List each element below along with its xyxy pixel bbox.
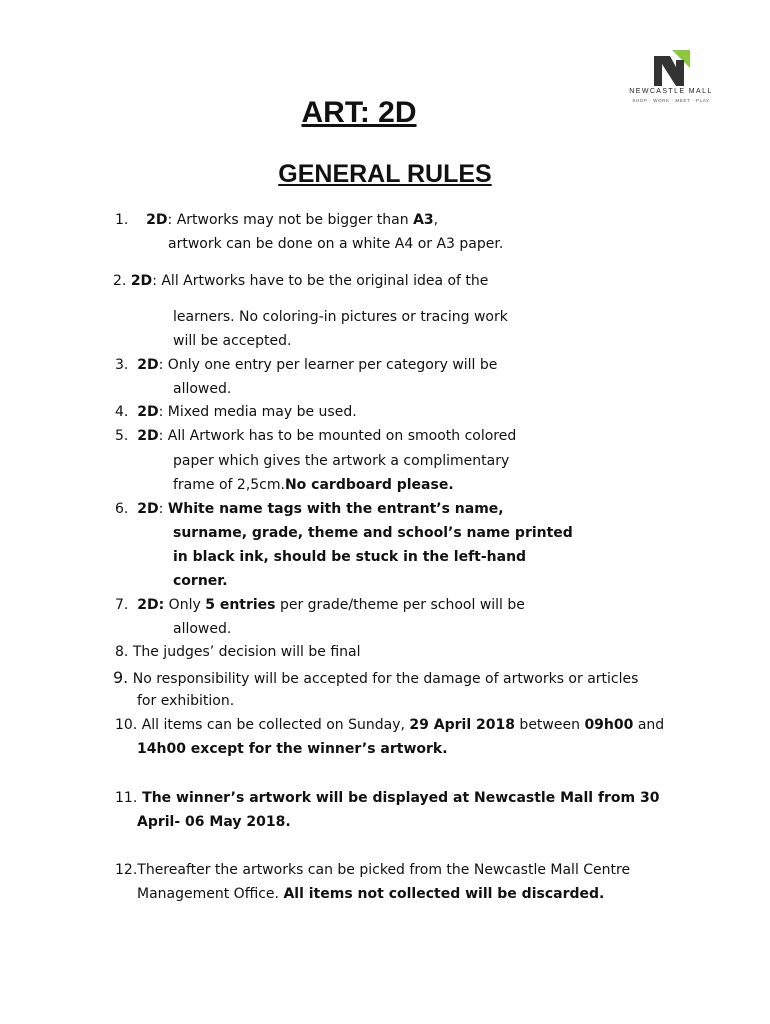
rule-7: [115, 596, 525, 614]
rule-number: 1.: [115, 212, 129, 228]
logo-mark-icon: [652, 50, 690, 88]
rule-4: [115, 403, 357, 421]
rule-text: :: [158, 501, 168, 517]
rule-emphasis: 29 April 2018: [409, 717, 515, 733]
rule-emphasis: White name tags with the entrant’s name,: [167, 501, 504, 517]
rule-number: 6.: [115, 501, 129, 517]
rule-8: [115, 643, 360, 661]
rule-number: 2.: [113, 273, 127, 289]
rule-tag: 2D: [137, 404, 159, 420]
rule-text: The judges’ decision will be final: [132, 644, 361, 660]
rule-text: Only: [164, 597, 206, 613]
rule-text: : Artworks may not be bigger than: [167, 212, 414, 228]
rule-12-continuation: [137, 885, 604, 903]
rule-9: [113, 669, 638, 688]
rule-tag: 2D:: [137, 597, 165, 613]
rule-text: : All Artworks have to be the original idea of the: [152, 273, 489, 289]
rule-text: : Only one entry per learner per category will be: [158, 357, 498, 373]
rule-6-continuation: in black ink, should be stuck in the left-hand: [173, 549, 527, 565]
rule-tag: 2D: [137, 428, 159, 444]
rule-emphasis: The winner’s artwork will be displayed at Newcastle Mall from 30: [137, 790, 660, 806]
rule-number: 8.: [115, 644, 129, 660]
rule-3-continuation: allowed.: [173, 381, 232, 397]
rule-text: : Mixed media may be used.: [158, 404, 357, 420]
rule-6: [115, 500, 504, 518]
rule-number: 7.: [115, 597, 129, 613]
rule-tag: 2D: [130, 273, 153, 289]
rule-text: Management Office.: [137, 886, 284, 902]
rule-text: Thereafter the artworks can be picked from the Newcastle Mall Centre: [137, 862, 631, 878]
rule-emphasis: 09h00: [584, 717, 634, 733]
rule-text: between: [514, 717, 585, 733]
rule-tag: 2D: [137, 501, 159, 517]
rule-emphasis: All items not collected will be discarded.: [283, 886, 605, 902]
rule-6-continuation: corner.: [173, 573, 228, 589]
rule-number: 12.: [115, 862, 138, 878]
rule-number: 4.: [115, 404, 129, 420]
rule-tag: 2D: [146, 212, 168, 228]
rule-10: [115, 716, 664, 734]
rule-9-continuation: for exhibition.: [137, 693, 235, 709]
rule-5-continuation: [173, 476, 454, 494]
rule-3: [115, 356, 497, 374]
rule-5: [115, 427, 516, 445]
rule-11: [115, 789, 660, 807]
rule-text: : All Artwork has to be mounted on smooth colored: [158, 428, 517, 444]
rule-2-continuation: will be accepted.: [173, 333, 292, 349]
rule-text: All items can be collected on Sunday,: [137, 717, 410, 733]
rule-2-continuation: learners. No coloring-in pictures or tracing work: [173, 309, 508, 325]
rule-emphasis: A3: [413, 212, 434, 228]
rule-7-continuation: allowed.: [173, 621, 232, 637]
rule-text: frame of 2,5cm.: [173, 477, 285, 493]
logo-tagline: SHOP · WORK · MEET · PLAY: [632, 98, 710, 103]
rule-11-continuation: April- 06 May 2018.: [137, 814, 291, 830]
logo-name: NEWCASTLE MALL: [629, 88, 713, 95]
page-subtitle: GENERAL RULES: [278, 160, 492, 188]
rule-number: 3.: [115, 357, 129, 373]
rule-6-continuation: surname, grade, theme and school’s name printed: [173, 525, 573, 541]
rule-1: [115, 211, 438, 229]
rule-text: No responsibility will be accepted for the damage of artworks or articles: [132, 671, 639, 687]
rule-text: ,: [433, 212, 439, 228]
rule-emphasis: 5 entries: [205, 597, 276, 613]
page-title: ART: 2D: [301, 96, 417, 129]
rule-number: 5.: [115, 428, 129, 444]
rule-number: 11.: [115, 790, 138, 806]
rule-text: and: [633, 717, 665, 733]
rule-1-continuation: artwork can be done on a white A4 or A3 paper.: [168, 236, 504, 252]
rule-2: [113, 272, 488, 290]
rule-number: 10.: [115, 717, 138, 733]
rule-5-continuation: paper which gives the artwork a complimentary: [173, 453, 510, 469]
rule-emphasis: No cardboard please.: [284, 477, 454, 493]
rule-tag: 2D: [137, 357, 159, 373]
rule-number: 9.: [113, 668, 129, 687]
rule-10-continuation: 14h00 except for the winner’s artwork.: [137, 741, 448, 757]
rule-text: per grade/theme per school will be: [275, 597, 525, 613]
rule-12: [115, 861, 630, 879]
